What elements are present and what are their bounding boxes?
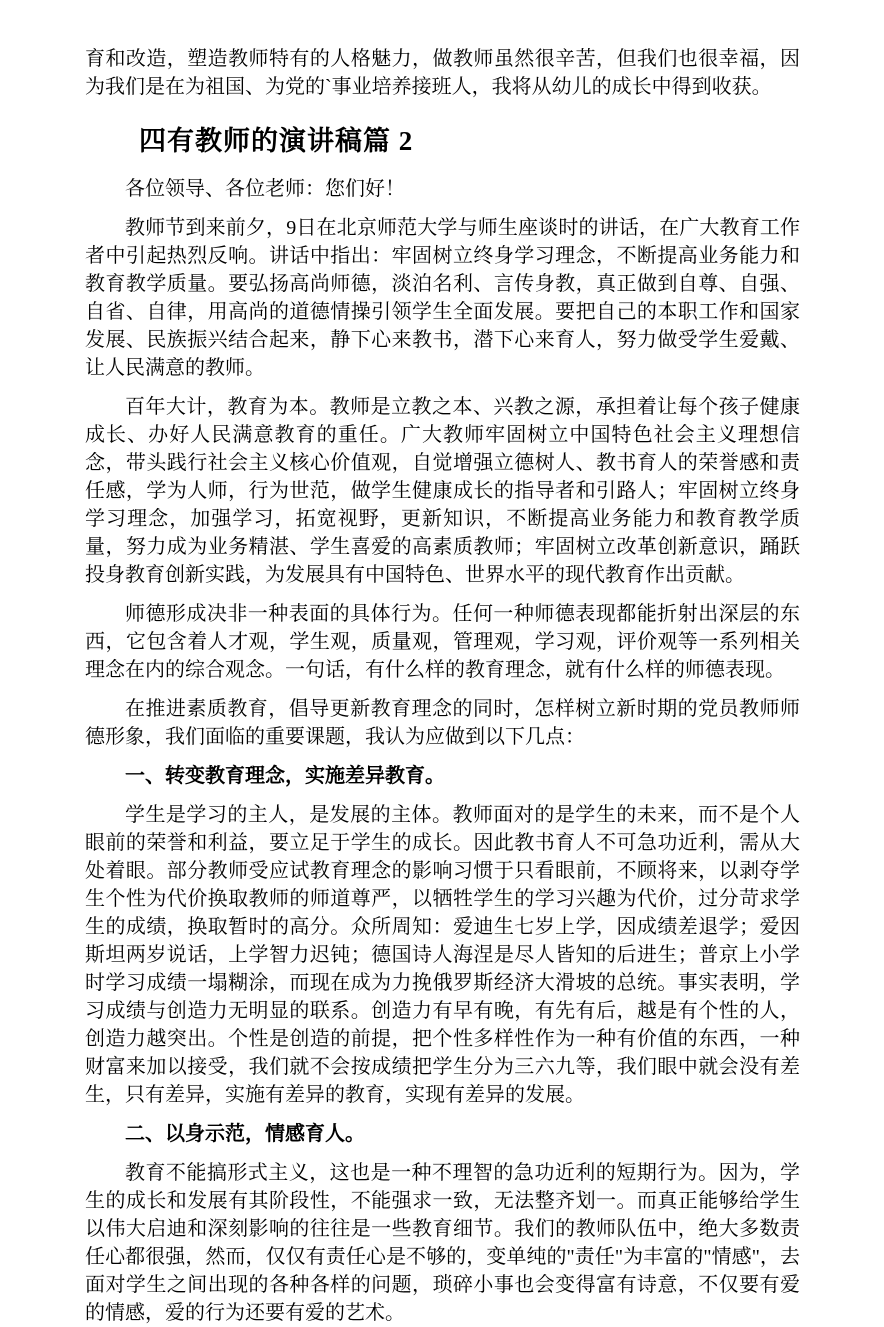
subheading-point-two: 二、以身示范，情感育人。 xyxy=(125,1123,365,1145)
section-title: 四有教师的演讲稿篇 2 xyxy=(139,126,414,156)
greeting-line: 各位领导、各位老师：您们好！ xyxy=(125,178,405,200)
paragraph-point-two: 教育不能搞形式主义，这也是一种不理智的急功近利的短期行为。因为，学生的成长和发展有其阶段性，不能强求一致，无法整齐划一。而真正能够给学生以伟大启迪和深刻影响的往往是一些教育细节。我们的教师队伍中，绝大多数责任心都很强，然而，仅仅有责任心是不够的，变单纯的"责任"为丰富的"情感"，去面对学生之间出现的各种各样的问题，琐碎小事也会变得富有诗意，不仅要有爱的情感，爱的行为还要有爱的艺术。 xyxy=(85,1162,800,1324)
paragraph-quality-education: 在推进素质教育，倡导更新教育理念的同时，怎样树立新时期的党员教师师德形象，我们面临的重要课题，我认为应做到以下几点： xyxy=(85,698,800,748)
subheading-point-one: 一、转变教育理念，实施差异教育。 xyxy=(125,765,445,787)
paragraph-education-foundation: 百年大计，教育为本。教师是立教之本、兴教之源，承担着让每个孩子健康成长、办好人民满意教育的重任。广大教师牢固树立中国特色社会主义理想信念，带头践行社会主义核心价值观，自觉增强立德树人、教书育人的荣誉感和责任感，学为人师，行为世范，做学生健康成长的指导者和引路人；牢固树立终身学习理念，加强学习，拓宽视野，更新知识，不断提高业务能力和教育教学质量，努力成为业务精湛、学生喜爱的高素质教师；牢固树立改革创新意识，踊跃投身教育创新实践，为发展具有中国特色、世界水平的现代教育作出贡献。 xyxy=(85,396,800,586)
paragraph-speech-intro: 教师节到来前夕，9日在北京师范大学与师生座谈时的讲话，在广大教育工作者中引起热烈反响。讲话中指出：牢固树立终身学习理念，不断提高业务能力和教育教学质量。要弘扬高尚师德，淡泊名利、言传身教，真正做到自尊、自强、自省、自律，用高尚的道德情操引领学生全面发展。要把自己的本职工作和国家发展、民族振兴结合起来，静下心来教书，潜下心来育人，努力做受学生爱戴、让人民满意的教师。 xyxy=(85,217,800,379)
paragraph-shide-concept: 师德形成决非一种表面的具体行为。任何一种师德表现都能折射出深层的东西，它包含着人才观，学生观，质量观，管理观，学习观，评价观等一系列相关理念在内的综合观念。一句话，有什么样的教育理念，就有什么样的师德表现。 xyxy=(85,603,800,681)
paragraph-point-one: 学生是学习的主人，是发展的主体。教师面对的是学生的未来，而不是个人眼前的荣誉和利益，要立足于学生的成长。因此教书育人不可急功近利，需从大处着眼。部分教师受应试教育理念的影响习惯于只看眼前，不顾将来，以剥夺学生个性为代价换取教师的师道尊严，以牺牲学生的学习兴趣为代价，过分苛求学生的成绩，换取暂时的高分。众所周知：爱迪生七岁上学，因成绩差退学；爱因斯坦两岁说话，上学智力迟钝；德国诗人海涅是尽人皆知的后进生；普京上小学时学习成绩一塌糊涂，而现在成为力挽俄罗斯经济大滑坡的总统。事实表明，学习成绩与创造力无明显的联系。创造力有早有晚，有先有后，越是有个性的人，创造力越突出。个性是创造的前提，把个性多样性作为一种有价值的东西，一种财富来加以接受，我们就不会按成绩把学生分为三六九等，我们眼中就会没有差生，只有差异，实施有差异的教育，实现有差异的发展。 xyxy=(85,804,800,1106)
paragraph-continuation: 育和改造，塑造教师特有的人格魅力，做教师虽然很辛苦，但我们也很幸福，因为我们是在为祖国、为党的`事业培养接班人，我将从幼儿的成长中得到收获。 xyxy=(85,48,800,98)
